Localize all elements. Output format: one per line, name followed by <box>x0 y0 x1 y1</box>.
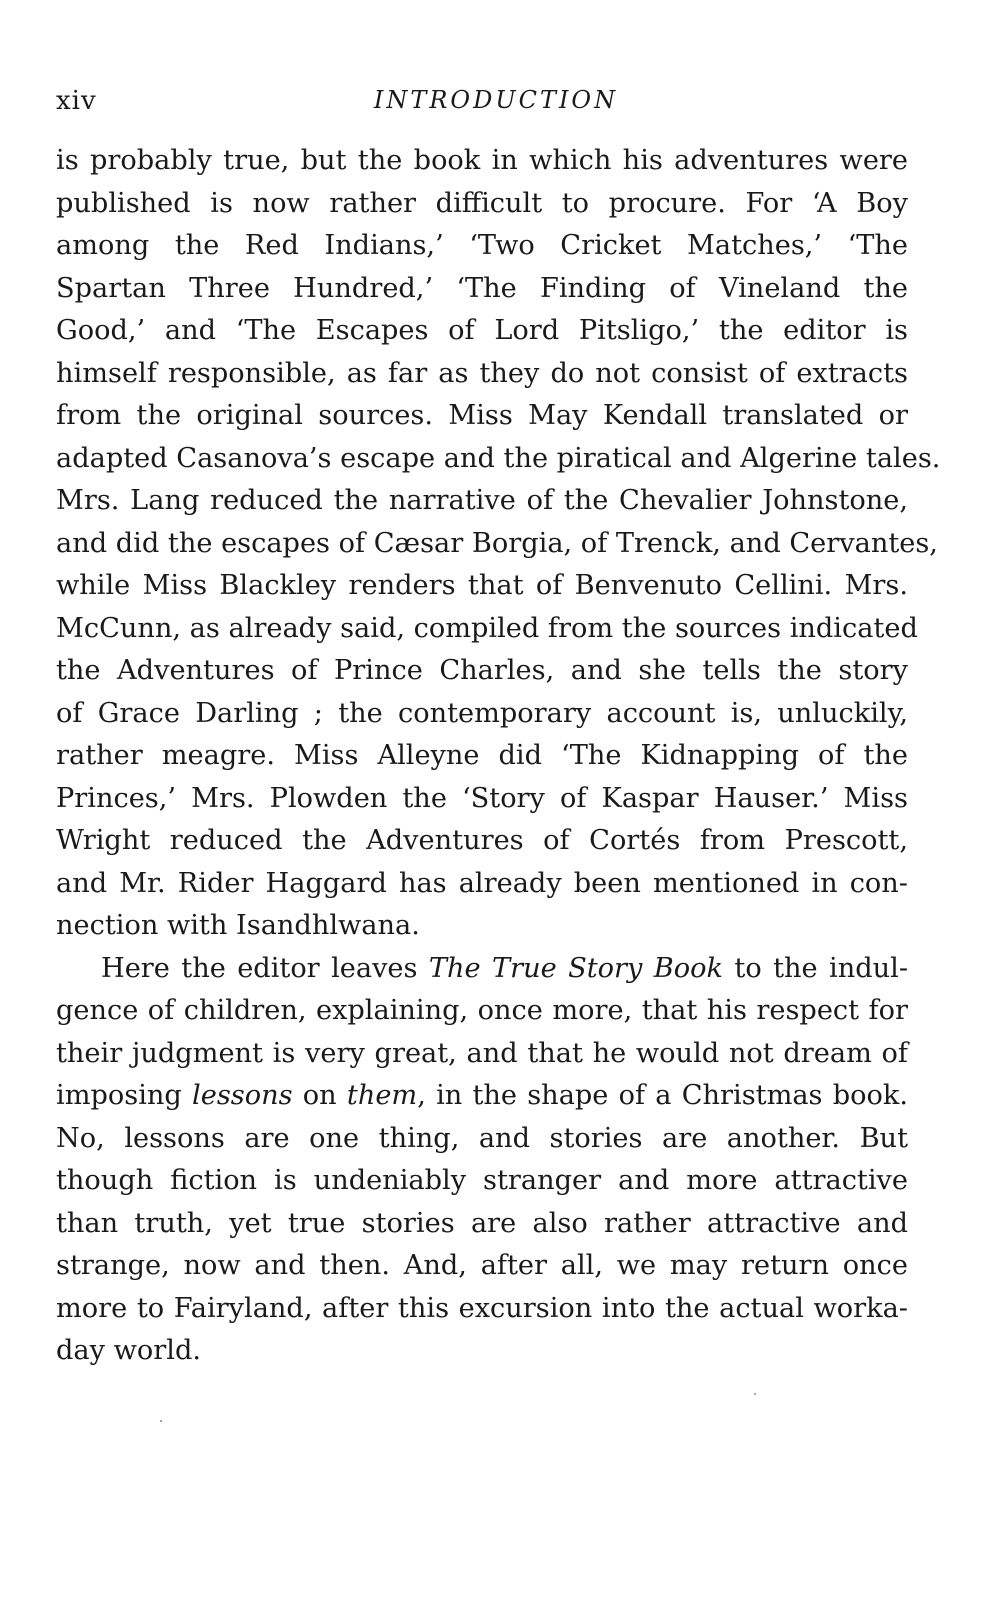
text-line: more to Fairyland, after this excursion into the actual worka- <box>56 1292 908 1324</box>
text-line: and Mr. Rider Haggard has already been mentioned in con- <box>56 867 908 899</box>
text-line: Good,’ and ‘The Escapes of Lord Pitsligo,’ the editor is <box>56 315 908 346</box>
page-number: xiv <box>56 86 97 116</box>
text-line: is probably true, but the book in which his adventures were <box>56 145 908 176</box>
text-run: to the indul- <box>723 952 909 984</box>
body-text <box>56 140 941 1373</box>
running-head <box>56 86 908 122</box>
text-run: on <box>292 1080 347 1111</box>
running-title: INTRODUCTION <box>373 86 619 114</box>
emphasis: lessons <box>192 1080 293 1111</box>
paragraph-1 <box>56 140 941 948</box>
paragraph-2 <box>56 948 908 1373</box>
text-line: published is now rather difficult to procure. For ‘A Boy <box>56 187 908 219</box>
text-line: McCunn, as already said, compiled from the sources indicated <box>56 612 918 644</box>
paper-speck <box>160 1420 162 1422</box>
text-line: nection with Isandhlwana. <box>56 910 420 941</box>
text-line: than truth, yet true stories are also rather attractive and <box>56 1207 908 1239</box>
text-run: Here the editor leaves <box>101 952 429 984</box>
text-line: Mrs. Lang reduced the narrative of the Chevalier Johnstone, <box>56 485 908 516</box>
text-line: rather meagre. Miss Alleyne did ‘The Kidnapping of the <box>56 740 908 771</box>
emphasis: them <box>346 1080 418 1111</box>
text-line: their judgment is very great, and that he would not dream of <box>56 1037 908 1069</box>
text-line: and did the escapes of Cæsar Borgia, of Trenck, and Cervantes, <box>56 527 938 559</box>
text-line: among the Red Indians,’ ‘Two Cricket Matches,’ ‘The <box>56 230 908 261</box>
text-line: strange, now and then. And, after all, we may return once <box>56 1250 908 1281</box>
text-line: though fiction is undeniably stranger and more attractive <box>56 1165 908 1196</box>
text-line: from the original sources. Miss May Kendall translated or <box>56 400 908 431</box>
text-run: imposing <box>56 1080 193 1111</box>
text-line: Princes,’ Mrs. Plowden the ‘Story of Kaspar Hauser.’ Miss <box>56 782 908 814</box>
text-line: Wright reduced the Adventures of Cortés from Prescott, <box>56 825 908 856</box>
book-title: The True Story Book <box>428 952 723 984</box>
text-line: Spartan Three Hundred,’ ‘The Finding of Vineland the <box>56 272 908 304</box>
text-line <box>56 948 908 991</box>
text-line: No, lessons are one thing, and stories are another. But <box>56 1122 908 1154</box>
paper-speck <box>754 1393 756 1395</box>
text-line: of Grace Darling ; the contemporary account is, unluckily, <box>56 697 908 729</box>
text-line: day world. <box>56 1335 201 1366</box>
text-line: while Miss Blackley renders that of Benvenuto Cellini. Mrs. <box>56 570 908 601</box>
text-line: adapted Casanova’s escape and the piratical and Algerine tales. <box>56 442 941 474</box>
text-line: gence of children, explaining, once more, that his respect for <box>56 995 908 1026</box>
text-line: himself responsible, as far as they do not consist of extracts <box>56 357 908 389</box>
text-line <box>56 1075 908 1118</box>
text-run: , in the shape of a Christmas book. <box>417 1080 908 1111</box>
text-line: the Adventures of Prince Charles, and she tells the story <box>56 655 908 686</box>
